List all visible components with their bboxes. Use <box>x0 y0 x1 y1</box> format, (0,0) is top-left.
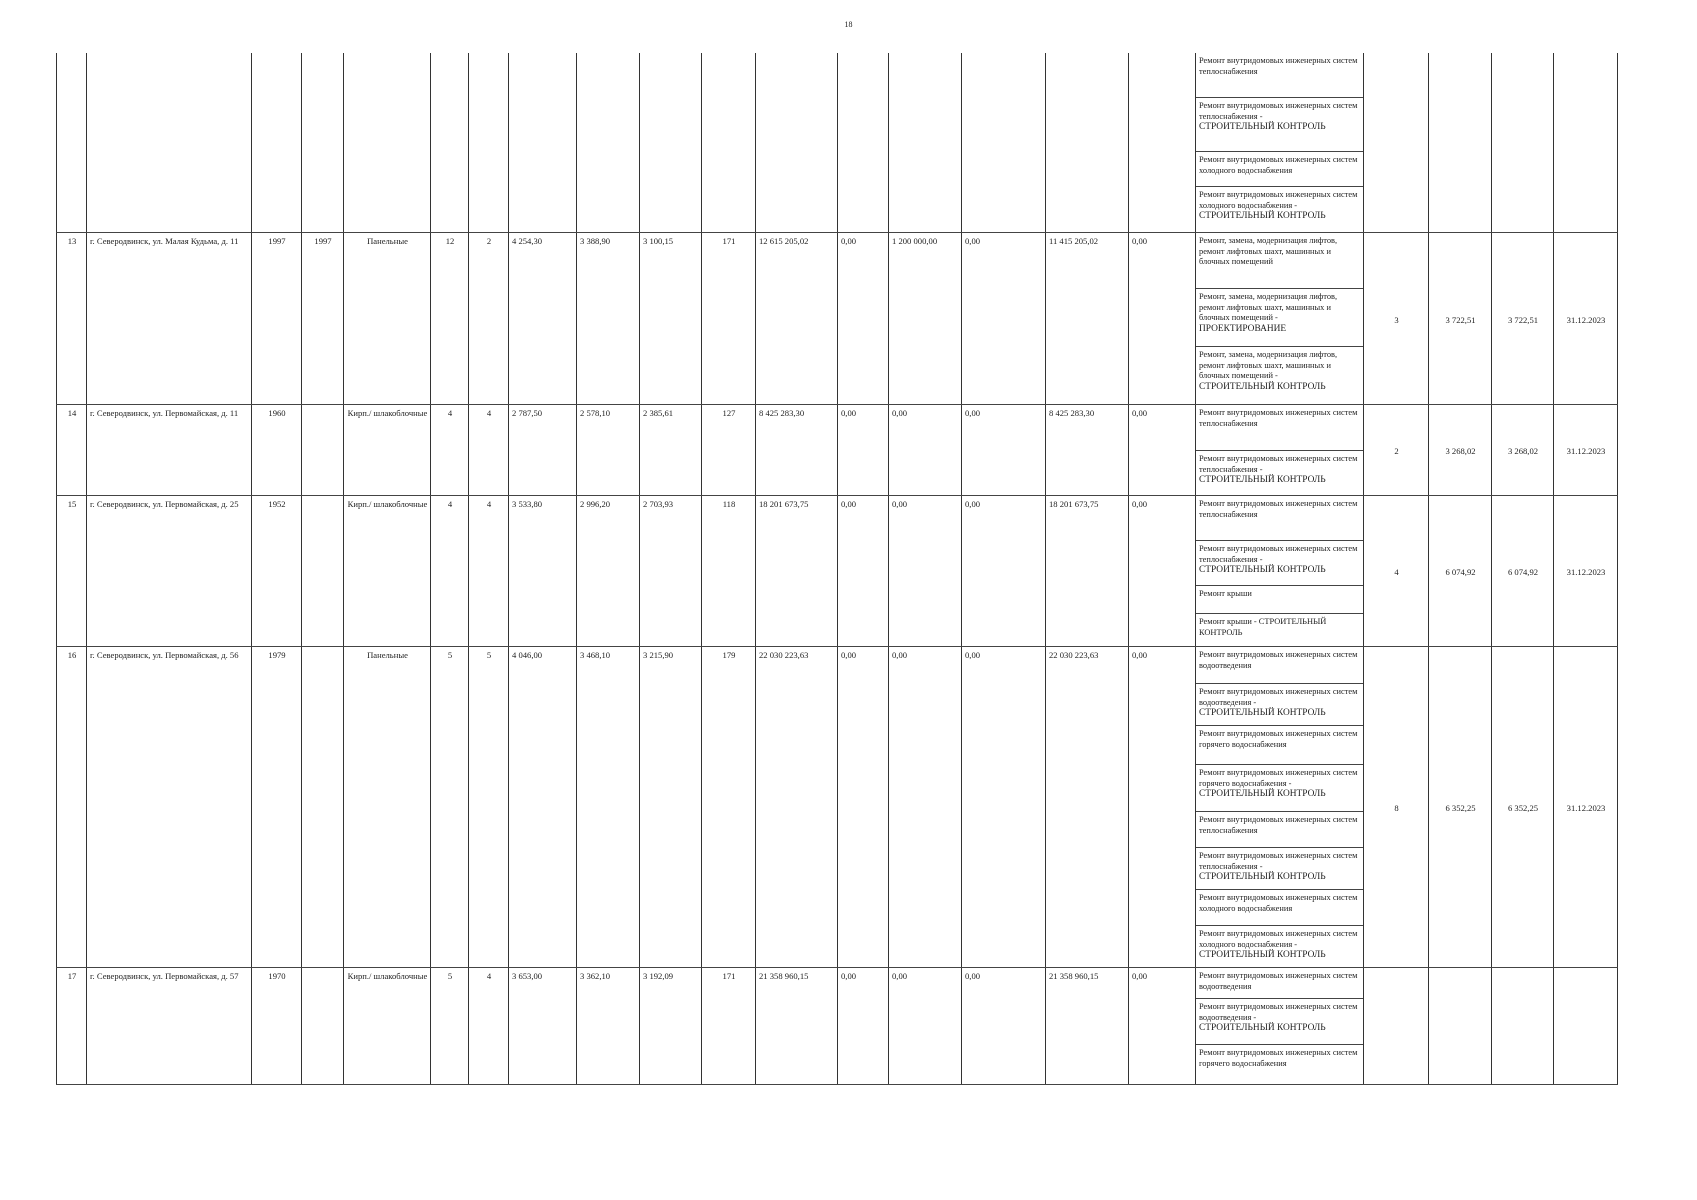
cell-year-overhaul <box>302 968 344 1085</box>
work-text: Ремонт внутридомовых инженерных систем теплоснабжения <box>1199 815 1358 835</box>
cell-area-premises: 3 468,10 <box>577 647 640 968</box>
work-stage: СТРОИТЕЛЬНЫЙ КОНТРОЛЬ <box>1199 708 1326 718</box>
empty-cell <box>509 53 577 233</box>
cell-max-cost: 3 722,51 <box>1492 233 1554 405</box>
cell-floors: 12 <box>431 233 469 405</box>
cell-work-count: 8 <box>1364 647 1429 968</box>
work-text: Ремонт внутридомовых инженерных систем горячего водоснабжения <box>1199 1048 1358 1068</box>
cell-year-built: 1960 <box>252 405 302 496</box>
cell-num: 15 <box>57 496 87 647</box>
cell-year-built: 1997 <box>252 233 302 405</box>
cell-residents: 171 <box>702 233 756 405</box>
work-text: Ремонт, замена, модернизация лифтов, ремонт лифтовых шахт, машинных и блочных помещений - <box>1199 350 1338 380</box>
works-cell <box>1196 647 1364 968</box>
cell-entrances: 5 <box>469 647 509 968</box>
cell-area-residential: 2 385,61 <box>640 405 702 496</box>
cell-work-count <box>1364 968 1429 1085</box>
work-text: Ремонт крыши <box>1199 589 1252 598</box>
cell-fund-regional: 1 200 000,00 <box>889 233 962 405</box>
cell-wall-material: Кирп./ шлакоблочные <box>344 968 431 1085</box>
cell-num: 13 <box>57 233 87 405</box>
cell-wall-material: Панельные <box>344 233 431 405</box>
work-item <box>1196 288 1363 346</box>
empty-cell <box>838 53 889 233</box>
cell-fund-other: 0,00 <box>1129 496 1196 647</box>
cell-year-built: 1970 <box>252 968 302 1085</box>
work-text: Ремонт внутридомовых инженерных систем горячего водоснабжения - <box>1199 768 1358 788</box>
cell-year-overhaul <box>302 405 344 496</box>
cell-entrances: 4 <box>469 405 509 496</box>
cell-fund-other: 0,00 <box>1129 968 1196 1085</box>
work-stage: СТРОИТЕЛЬНЫЙ КОНТРОЛЬ <box>1199 381 1326 392</box>
cell-fund-local: 0,00 <box>962 233 1046 405</box>
work-item <box>1196 346 1363 404</box>
empty-cell <box>302 53 344 233</box>
cell-cost-total: 8 425 283,30 <box>756 405 838 496</box>
table-row <box>57 405 1618 496</box>
cell-entrances: 2 <box>469 233 509 405</box>
work-text: Ремонт внутридомовых инженерных систем теплоснабжения <box>1199 499 1358 519</box>
cell-wall-material: Панельные <box>344 647 431 968</box>
cell-residents: 171 <box>702 968 756 1085</box>
cell-fund-federal: 0,00 <box>838 405 889 496</box>
cell-deadline: 31.12.2023 <box>1554 405 1618 496</box>
work-item <box>1196 998 1363 1044</box>
empty-cell <box>1554 53 1618 233</box>
cell-max-cost: 6 352,25 <box>1492 647 1554 968</box>
work-text: Ремонт внутридомовых инженерных систем водоотведения - <box>1199 687 1358 707</box>
cell-area-residential: 3 100,15 <box>640 233 702 405</box>
works-cell <box>1196 233 1364 405</box>
work-item <box>1196 968 1363 998</box>
work-stage: СТРОИТЕЛЬНЫЙ КОНТРОЛЬ <box>1199 565 1326 575</box>
work-stage: СТРОИТЕЛЬНЫЙ КОНТРОЛЬ <box>1199 211 1326 221</box>
cell-fund-federal: 0,00 <box>838 233 889 405</box>
cell-wall-material: Кирп./ шлакоблочные <box>344 496 431 647</box>
work-text: Ремонт внутридомовых инженерных систем холодного водоснабжения <box>1199 893 1358 913</box>
cell-fund-local: 0,00 <box>962 968 1046 1085</box>
cell-year-built: 1979 <box>252 647 302 968</box>
cell-fund-owners: 11 415 205,02 <box>1046 233 1129 405</box>
cell-fund-regional: 0,00 <box>889 647 962 968</box>
work-text: Ремонт внутридомовых инженерных систем теплоснабжения <box>1199 408 1358 428</box>
cell-fund-owners: 22 030 223,63 <box>1046 647 1129 968</box>
cell-entrances: 4 <box>469 968 509 1085</box>
cell-address: г. Северодвинск, ул. Первомайская, д. 56 <box>87 647 252 968</box>
cell-num: 16 <box>57 647 87 968</box>
cell-year-overhaul <box>302 496 344 647</box>
empty-cell <box>962 53 1046 233</box>
work-item <box>1196 540 1363 585</box>
work-text: Ремонт внутридомовых инженерных систем теплоснабжения - <box>1199 544 1358 564</box>
work-item <box>1196 450 1363 495</box>
work-item <box>1196 53 1363 97</box>
empty-cell <box>1429 53 1492 233</box>
cell-residents: 179 <box>702 647 756 968</box>
cell-total-area: 3 533,80 <box>509 496 577 647</box>
cell-entrances: 4 <box>469 496 509 647</box>
cell-max-cost: 3 268,02 <box>1492 405 1554 496</box>
cell-fund-regional: 0,00 <box>889 405 962 496</box>
cell-num: 14 <box>57 405 87 496</box>
cell-cost-total: 21 358 960,15 <box>756 968 838 1085</box>
cell-area-premises: 3 362,10 <box>577 968 640 1085</box>
cell-cost-total: 22 030 223,63 <box>756 647 838 968</box>
cell-total-area: 2 787,50 <box>509 405 577 496</box>
work-item <box>1196 925 1363 967</box>
cell-deadline: 31.12.2023 <box>1554 496 1618 647</box>
cell-fund-federal: 0,00 <box>838 496 889 647</box>
works-cell <box>1196 53 1364 233</box>
work-item <box>1196 151 1363 186</box>
cell-fund-federal: 0,00 <box>838 647 889 968</box>
cell-total-area: 3 653,00 <box>509 968 577 1085</box>
cell-fund-other: 0,00 <box>1129 405 1196 496</box>
cell-floors: 5 <box>431 647 469 968</box>
works-cell <box>1196 405 1364 496</box>
overhaul-register-table <box>56 53 1618 1085</box>
cell-residents: 127 <box>702 405 756 496</box>
empty-cell <box>469 53 509 233</box>
cell-fund-local: 0,00 <box>962 647 1046 968</box>
table-row-continuation <box>57 53 1618 233</box>
work-item <box>1196 764 1363 811</box>
work-text: Ремонт внутридомовых инженерных систем холодного водоснабжения <box>1199 155 1358 175</box>
cell-year-overhaul: 1997 <box>302 233 344 405</box>
empty-cell <box>640 53 702 233</box>
cell-fund-other: 0,00 <box>1129 233 1196 405</box>
cell-fund-local: 0,00 <box>962 496 1046 647</box>
work-text: Ремонт внутридомовых инженерных систем водоотведения - <box>1199 1002 1358 1022</box>
table-row <box>57 496 1618 647</box>
cell-wall-material: Кирп./ шлакоблочные <box>344 405 431 496</box>
empty-cell <box>57 53 87 233</box>
empty-cell <box>1046 53 1129 233</box>
empty-cell <box>1364 53 1429 233</box>
works-cell <box>1196 968 1364 1085</box>
cell-fund-owners: 8 425 283,30 <box>1046 405 1129 496</box>
cell-max-cost: 6 074,92 <box>1492 496 1554 647</box>
work-item <box>1196 496 1363 540</box>
cell-cost-total: 18 201 673,75 <box>756 496 838 647</box>
cell-address: г. Северодвинск, ул. Первомайская, д. 25 <box>87 496 252 647</box>
work-text: Ремонт внутридомовых инженерных систем холодного водоснабжения - <box>1199 190 1358 210</box>
empty-cell <box>344 53 431 233</box>
cell-area-premises: 3 388,90 <box>577 233 640 405</box>
work-item <box>1196 233 1363 288</box>
work-item <box>1196 405 1363 450</box>
page-number: 18 <box>844 20 853 29</box>
empty-cell <box>756 53 838 233</box>
works-cell <box>1196 496 1364 647</box>
work-text: Ремонт внутридомовых инженерных систем холодного водоснабжения - <box>1199 929 1358 949</box>
work-item <box>1196 811 1363 847</box>
cell-floors: 4 <box>431 496 469 647</box>
cell-year-built: 1952 <box>252 496 302 647</box>
work-stage: СТРОИТЕЛЬНЫЙ КОНТРОЛЬ <box>1199 1023 1326 1033</box>
cell-work-count: 3 <box>1364 233 1429 405</box>
cell-address: г. Северодвинск, ул. Первомайская, д. 11 <box>87 405 252 496</box>
work-text: Ремонт внутридомовых инженерных систем водоотведения <box>1199 650 1358 670</box>
cell-address: г. Северодвинск, ул. Первомайская, д. 57 <box>87 968 252 1085</box>
cell-fund-owners: 21 358 960,15 <box>1046 968 1129 1085</box>
work-item <box>1196 1044 1363 1084</box>
cell-max-cost <box>1492 968 1554 1085</box>
cell-fund-regional: 0,00 <box>889 496 962 647</box>
table-row <box>57 233 1618 405</box>
work-stage: СТРОИТЕЛЬНЫЙ КОНТРОЛЬ <box>1199 122 1326 132</box>
cell-num: 17 <box>57 968 87 1085</box>
cell-fund-other: 0,00 <box>1129 647 1196 968</box>
work-text: Ремонт внутридомовых инженерных систем водоотведения <box>1199 971 1358 991</box>
work-stage: СТРОИТЕЛЬНЫЙ КОНТРОЛЬ <box>1199 872 1326 882</box>
cell-area-premises: 2 996,20 <box>577 496 640 647</box>
work-text: Ремонт крыши - СТРОИТЕЛЬНЫЙ КОНТРОЛЬ <box>1199 617 1327 637</box>
empty-cell <box>1129 53 1196 233</box>
cell-area-premises: 2 578,10 <box>577 405 640 496</box>
work-text: Ремонт внутридомовых инженерных систем теплоснабжения - <box>1199 101 1358 121</box>
cell-fund-federal: 0,00 <box>838 968 889 1085</box>
work-item <box>1196 186 1363 232</box>
empty-cell <box>87 53 252 233</box>
work-stage: СТРОИТЕЛЬНЫЙ КОНТРОЛЬ <box>1199 475 1326 485</box>
work-text: Ремонт внутридомовых инженерных систем теплоснабжения - <box>1199 454 1358 474</box>
work-text: Ремонт, замена, модернизация лифтов, ремонт лифтовых шахт, машинных и блочных помещений <box>1199 236 1338 266</box>
work-item <box>1196 847 1363 889</box>
cell-unit-cost: 3 268,02 <box>1429 405 1492 496</box>
cell-floors: 5 <box>431 968 469 1085</box>
work-item <box>1196 683 1363 725</box>
cell-floors: 4 <box>431 405 469 496</box>
work-item <box>1196 889 1363 925</box>
empty-cell <box>702 53 756 233</box>
cell-fund-owners: 18 201 673,75 <box>1046 496 1129 647</box>
work-item <box>1196 613 1363 646</box>
cell-total-area: 4 046,00 <box>509 647 577 968</box>
cell-area-residential: 3 215,90 <box>640 647 702 968</box>
work-text: Ремонт, замена, модернизация лифтов, ремонт лифтовых шахт, машинных и блочных помещений - <box>1199 292 1338 322</box>
cell-year-overhaul <box>302 647 344 968</box>
cell-deadline <box>1554 968 1618 1085</box>
cell-unit-cost: 6 074,92 <box>1429 496 1492 647</box>
empty-cell <box>1492 53 1554 233</box>
work-text: Ремонт внутридомовых инженерных систем теплоснабжения <box>1199 56 1358 76</box>
cell-fund-local: 0,00 <box>962 405 1046 496</box>
work-item <box>1196 647 1363 683</box>
work-item <box>1196 97 1363 151</box>
cell-address: г. Северодвинск, ул. Малая Кудьма, д. 11 <box>87 233 252 405</box>
work-item <box>1196 585 1363 613</box>
cell-cost-total: 12 615 205,02 <box>756 233 838 405</box>
cell-total-area: 4 254,30 <box>509 233 577 405</box>
work-text: Ремонт внутридомовых инженерных систем горячего водоснабжения <box>1199 729 1358 749</box>
empty-cell <box>431 53 469 233</box>
cell-work-count: 2 <box>1364 405 1429 496</box>
empty-cell <box>577 53 640 233</box>
cell-unit-cost: 6 352,25 <box>1429 647 1492 968</box>
cell-unit-cost: 3 722,51 <box>1429 233 1492 405</box>
work-stage: ПРОЕКТИРОВАНИЕ <box>1199 323 1287 334</box>
register-body <box>57 53 1618 1085</box>
cell-residents: 118 <box>702 496 756 647</box>
table-row <box>57 968 1618 1085</box>
empty-cell <box>889 53 962 233</box>
cell-area-residential: 2 703,93 <box>640 496 702 647</box>
work-text: Ремонт внутридомовых инженерных систем теплоснабжения - <box>1199 851 1358 871</box>
empty-cell <box>252 53 302 233</box>
work-item <box>1196 725 1363 764</box>
work-stage: СТРОИТЕЛЬНЫЙ КОНТРОЛЬ <box>1199 950 1326 960</box>
table-row <box>57 647 1618 968</box>
work-stage: СТРОИТЕЛЬНЫЙ КОНТРОЛЬ <box>1199 789 1326 799</box>
cell-unit-cost <box>1429 968 1492 1085</box>
cell-deadline: 31.12.2023 <box>1554 647 1618 968</box>
cell-area-residential: 3 192,09 <box>640 968 702 1085</box>
cell-work-count: 4 <box>1364 496 1429 647</box>
cell-deadline: 31.12.2023 <box>1554 233 1618 405</box>
cell-fund-regional: 0,00 <box>889 968 962 1085</box>
